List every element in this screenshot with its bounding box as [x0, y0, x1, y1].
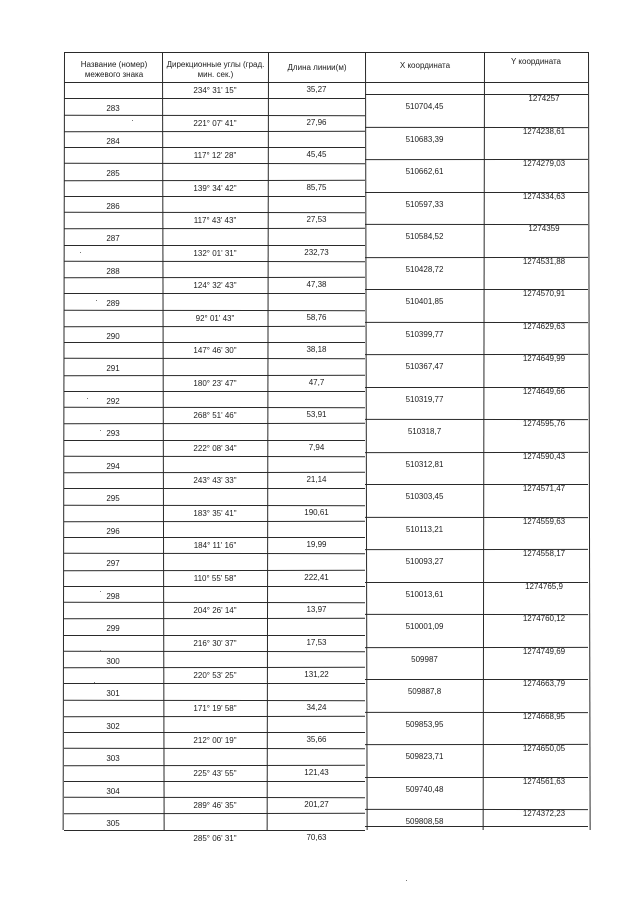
line-length-cell: 19,99 — [306, 540, 327, 549]
row-border — [64, 326, 365, 327]
row-border — [64, 456, 365, 457]
line-length-cell: 38,18 — [306, 345, 327, 354]
line-length-cell: 201,27 — [304, 800, 329, 809]
line-length-cell: 222,41 — [304, 572, 329, 582]
y-coordinate-cell: 1274570,91 — [522, 289, 566, 299]
row-border — [64, 651, 365, 652]
row-border — [64, 196, 365, 197]
scan-speck — [100, 430, 101, 431]
x-coordinate-cell: 510367,47 — [405, 362, 444, 372]
line-length-cell: 47,38 — [306, 280, 327, 289]
marker-name-cell: 301 — [106, 689, 120, 699]
marker-name-cell: 292 — [106, 396, 120, 406]
row-border — [64, 212, 365, 213]
marker-name-cell: 296 — [106, 526, 120, 536]
row-border — [64, 98, 365, 99]
direction-angle-cell: 204° 26' 14" — [193, 606, 237, 615]
row-border — [64, 635, 365, 636]
direction-angle-cell: 184° 11' 16" — [193, 541, 237, 550]
row-border — [64, 716, 365, 717]
scan-speck — [132, 120, 133, 121]
row-border — [64, 374, 365, 375]
line-length-cell: 53,91 — [306, 410, 327, 419]
direction-angle-cell: 183° 35' 41" — [193, 508, 237, 518]
row-border — [64, 358, 365, 359]
y-coordinate-cell: 1274765,9 — [525, 581, 563, 591]
direction-angle-cell: 268° 51' 46" — [193, 411, 237, 420]
y-coordinate-cell: 1274663,79 — [522, 679, 566, 689]
x-coordinate-cell: 510662,61 — [405, 167, 444, 177]
row-border — [64, 830, 365, 831]
row-border — [64, 261, 365, 262]
row-border — [64, 504, 365, 505]
marker-name-cell: 299 — [106, 624, 120, 634]
x-coordinate-cell: 509740,48 — [405, 784, 444, 794]
column-border — [365, 52, 368, 830]
row-border — [64, 553, 365, 554]
direction-angle-cell: 124° 32' 43" — [193, 281, 237, 290]
header-x-coordinate: X координата — [399, 61, 451, 70]
scan-speck — [100, 591, 101, 592]
x-coordinate-cell: 509808,58 — [405, 817, 444, 827]
scan-speck — [80, 252, 81, 253]
header-line-length: Длина линии(м) — [287, 63, 347, 72]
x-coordinate-cell: 510428,72 — [405, 264, 444, 274]
column-border — [162, 52, 165, 830]
direction-angle-cell: 180° 23' 47" — [193, 378, 237, 388]
direction-angle-cell: 222° 08' 34" — [193, 443, 237, 453]
row-border — [64, 699, 365, 700]
x-coordinate-cell: 510319,77 — [405, 394, 444, 404]
x-coordinate-cell: 510704,45 — [405, 102, 444, 112]
y-coordinate-cell: 1274531,88 — [522, 256, 566, 266]
x-coordinate-cell: 510584,52 — [405, 232, 444, 242]
marker-name-cell: 303 — [106, 754, 120, 764]
y-coordinate-cell: 1274571,47 — [522, 484, 566, 494]
row-border — [64, 423, 365, 424]
row-border — [64, 732, 365, 733]
line-length-cell: 85,75 — [306, 182, 327, 192]
x-coordinate-cell: 509987 — [411, 654, 438, 664]
marker-name-cell: 289 — [106, 299, 120, 309]
x-coordinate-cell: 510683,39 — [405, 134, 444, 144]
line-length-cell: 35,27 — [306, 85, 327, 94]
x-coordinate-cell: 509823,71 — [405, 752, 444, 762]
y-coordinate-cell: 1274279,03 — [522, 159, 566, 169]
line-length-cell: 17,53 — [306, 637, 327, 647]
direction-angle-cell: 285° 06' 31" — [193, 833, 237, 843]
row-border — [64, 179, 365, 180]
y-coordinate-cell: 1274668,95 — [522, 711, 566, 721]
row-border — [64, 667, 365, 668]
row-border — [64, 277, 365, 278]
scan-speck — [100, 650, 101, 651]
marker-name-cell: 285 — [106, 169, 120, 179]
line-length-cell: 27,53 — [306, 215, 327, 224]
row-border — [64, 163, 365, 164]
scan-speck — [94, 682, 95, 683]
x-coordinate-cell: 510113,21 — [405, 524, 444, 534]
row-border — [64, 228, 365, 229]
header-marker-name: Название (номер) межевого знака — [80, 60, 148, 79]
row-border — [64, 569, 365, 570]
x-coordinate-cell: 510001,09 — [405, 622, 444, 632]
row-border — [64, 309, 365, 310]
direction-angle-cell: 220° 53' 25" — [193, 671, 237, 680]
table-top-border — [64, 52, 588, 53]
line-length-cell: 13,97 — [306, 605, 327, 614]
column-border — [483, 52, 485, 830]
marker-name-cell: 297 — [106, 559, 120, 569]
line-length-cell: 47,7 — [308, 377, 325, 387]
x-coordinate-cell: 510401,85 — [405, 297, 444, 307]
direction-angle-cell: 289° 46' 35" — [193, 801, 237, 810]
y-coordinate-cell: 1274650,05 — [522, 744, 566, 754]
y-coordinate-cell: 1274372,23 — [522, 809, 566, 819]
column-border — [267, 52, 269, 830]
row-border — [64, 797, 365, 798]
marker-name-cell: 294 — [106, 461, 120, 471]
direction-angle-cell: 139° 34' 42" — [193, 183, 237, 193]
row-border — [64, 781, 365, 782]
marker-name-cell: 298 — [106, 591, 120, 601]
marker-name-cell: 304 — [106, 786, 120, 796]
row-border — [64, 342, 365, 343]
line-length-cell: 34,24 — [306, 702, 327, 712]
marker-name-cell: 300 — [106, 656, 120, 666]
direction-angle-cell: 212° 00' 19" — [193, 736, 237, 745]
row-border — [64, 683, 365, 684]
column-border — [588, 52, 591, 830]
y-coordinate-cell: 1274561,63 — [522, 776, 566, 786]
row-border — [64, 407, 365, 408]
marker-name-cell: 293 — [106, 429, 120, 439]
scan-speck — [406, 880, 407, 881]
row-border — [64, 293, 365, 294]
x-coordinate-cell: 510093,27 — [405, 557, 444, 567]
line-length-cell: 232,73 — [304, 247, 329, 257]
line-length-cell: 21,14 — [306, 475, 327, 484]
y-coordinate-cell: 1274629,63 — [522, 321, 566, 331]
y-coordinate-cell: 1274257 — [528, 94, 560, 104]
direction-angle-cell: 225° 43' 55" — [193, 768, 237, 778]
row-border — [64, 764, 365, 765]
direction-angle-cell: 110° 55' 58" — [193, 573, 237, 583]
direction-angle-cell: 117° 43' 43" — [193, 216, 237, 225]
y-coordinate-cell: 1274760,12 — [522, 614, 566, 624]
row-border — [64, 440, 365, 441]
y-coordinate-cell: 1274334,63 — [522, 191, 566, 201]
line-length-cell: 27,96 — [306, 117, 327, 127]
y-coordinate-cell: 1274359 — [528, 224, 560, 234]
x-coordinate-cell: 510399,77 — [405, 329, 444, 339]
x-coordinate-cell: 509853,95 — [405, 719, 444, 729]
direction-angle-cell: 234° 31' 15" — [193, 86, 237, 95]
direction-angle-cell: 132° 01' 31" — [193, 248, 237, 258]
direction-angle-cell: 221° 07' 41" — [193, 118, 237, 128]
marker-name-cell: 283 — [106, 104, 120, 114]
x-coordinate-cell: 510597,33 — [405, 199, 444, 209]
marker-name-cell: 288 — [106, 266, 120, 276]
y-coordinate-cell: 1274649,66 — [522, 386, 566, 396]
marker-name-cell: 290 — [106, 331, 120, 341]
scan-speck — [96, 300, 97, 301]
marker-name-cell: 284 — [106, 136, 120, 146]
row-border — [64, 114, 365, 115]
marker-name-cell: 305 — [106, 819, 120, 829]
x-coordinate-cell: 510013,61 — [405, 589, 444, 599]
header-bottom-border — [64, 82, 588, 83]
header-y-coordinate: Y координата — [510, 57, 562, 66]
direction-angle-cell: 216° 30' 37" — [193, 638, 237, 648]
line-length-cell: 121,43 — [304, 767, 329, 777]
marker-name-cell: 287 — [106, 234, 120, 244]
y-coordinate-cell: 1274595,76 — [522, 419, 566, 429]
row-border — [64, 147, 365, 148]
row-border — [64, 131, 365, 132]
row-border — [64, 521, 365, 522]
y-coordinate-cell: 1274558,17 — [522, 549, 566, 559]
y-coordinate-cell: 1274559,63 — [522, 516, 566, 526]
y-coordinate-cell: 1274649,99 — [522, 354, 566, 364]
row-border — [64, 586, 365, 587]
y-coordinate-cell: 1274238,61 — [522, 126, 566, 136]
direction-angle-cell: 117° 12' 28" — [193, 151, 237, 160]
line-length-cell: 70,63 — [306, 832, 327, 842]
line-length-cell: 58,76 — [306, 312, 327, 322]
scan-speck — [87, 398, 88, 399]
marker-name-cell: 302 — [106, 721, 120, 731]
row-border — [64, 472, 365, 473]
marker-name-cell: 295 — [106, 494, 120, 504]
direction-angle-cell: 92° 01' 43" — [195, 313, 235, 323]
direction-angle-cell: 243° 43' 33" — [193, 476, 237, 485]
direction-angle-cell: 171° 19' 58" — [193, 703, 237, 713]
row-border — [64, 813, 365, 814]
row-border — [64, 602, 365, 603]
line-length-cell: 35,66 — [306, 735, 327, 744]
y-coordinate-cell: 1274590,43 — [522, 451, 566, 461]
direction-angle-cell: 147° 46' 30" — [193, 346, 237, 355]
row-border — [64, 618, 365, 619]
x-coordinate-cell: 509887,8 — [407, 687, 442, 697]
line-length-cell: 7,94 — [308, 442, 325, 452]
row-border — [64, 245, 365, 246]
marker-name-cell: 291 — [106, 364, 120, 374]
y-coordinate-cell: 1274749,69 — [522, 646, 566, 656]
line-length-cell: 45,45 — [306, 150, 327, 159]
header-direction-angles: Дирекционные углы (град. мин. сек.) — [166, 60, 265, 79]
x-coordinate-cell: 510312,81 — [405, 459, 444, 469]
row-border — [64, 488, 365, 489]
row-border — [64, 537, 365, 538]
row-border — [64, 748, 365, 749]
row-border — [64, 391, 365, 392]
line-length-cell: 131,22 — [304, 670, 329, 679]
line-length-cell: 190,61 — [304, 507, 329, 517]
marker-name-cell: 286 — [106, 201, 120, 211]
x-coordinate-cell: 510318,7 — [407, 427, 442, 437]
x-coordinate-cell: 510303,45 — [405, 492, 444, 502]
